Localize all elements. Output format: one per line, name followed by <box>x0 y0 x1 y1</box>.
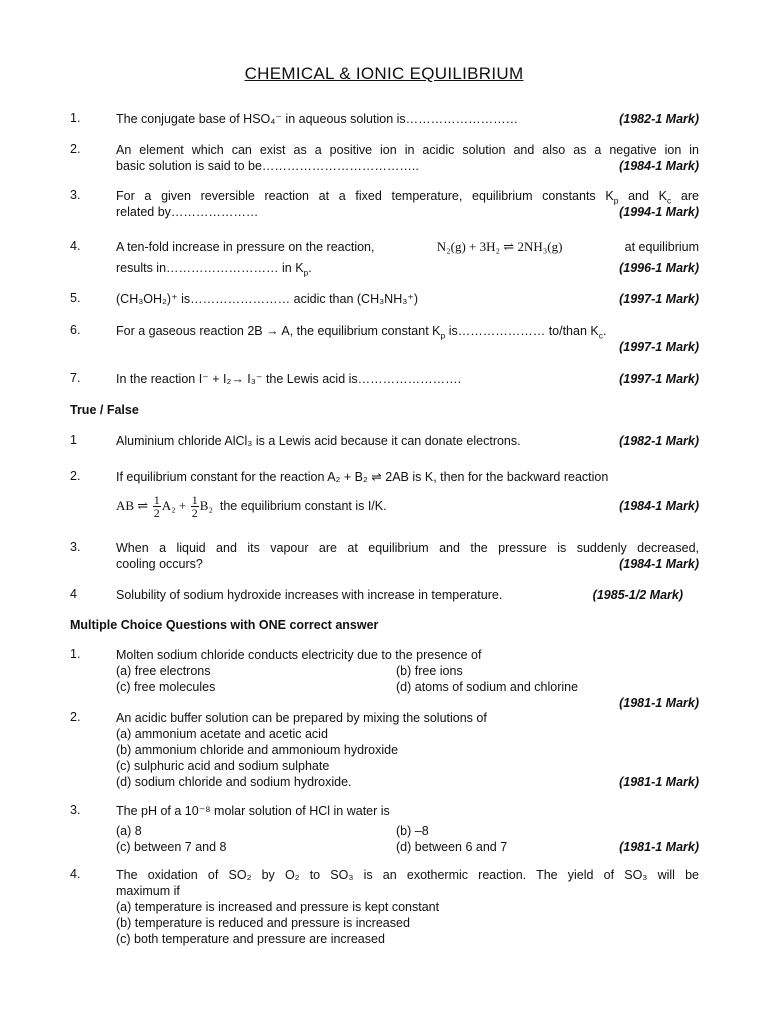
year-mark: (1996-1 Mark) <box>619 261 699 275</box>
question-text: cooling occurs? <box>116 557 203 571</box>
question-number: 4. <box>70 239 81 253</box>
question-number: 1 <box>70 433 77 447</box>
option: (c) sulphuric acid and sodium sulphate <box>116 759 330 773</box>
question-text: When a liquid and its vapour are at equilibrium and the pressure is suddenly decreased, <box>116 541 699 555</box>
question-number: 1. <box>70 647 81 661</box>
option: (c) between 7 and 8 <box>116 840 227 854</box>
option: (d) sodium chloride and sodium hydroxide. <box>116 775 352 789</box>
option-row <box>116 679 699 695</box>
question-number: 5. <box>70 291 81 305</box>
reaction-equation: N₂(g) + 3H₂ ⇌ 2NH₃(g) <box>436 239 563 254</box>
option: (b) free ions <box>396 664 463 678</box>
page-title: CHEMICAL & IONIC EQUILIBRIUM <box>244 64 524 83</box>
year-mark: (1985-1/2 Mark) <box>592 588 683 602</box>
question-text: results in……………………… in $K_p$. <box>116 261 312 278</box>
question-text: maximum if <box>116 884 180 898</box>
option: (c) free molecules <box>116 680 216 694</box>
question-text: Molten sodium chloride conducts electricity due to the presence of <box>116 648 482 662</box>
question-text: The oxidation of SO₂ by O₂ to SO₃ is an exothermic reaction. The yield of SO₃ will be <box>116 868 699 882</box>
option: (a) free electrons <box>116 664 211 678</box>
year-mark: (1984-1 Mark) <box>619 159 699 173</box>
year-mark: (1997-1 Mark) <box>619 292 699 306</box>
question-text: For a given reversible reaction at a fixed temperature, equilibrium constants $K_p$ and $K_c$ are <box>116 189 699 206</box>
question-number: 2. <box>70 142 81 156</box>
question-text: If equilibrium constant for the reaction A₂ + B₂ ⇌ 2AB is K, then for the backward reaction <box>116 470 609 484</box>
option: (b) ammonium chloride and ammonioum hydroxide <box>116 743 399 757</box>
question-text: In the reaction I⁻ + I₂→ I₃⁻ the Lewis acid is……………………. <box>116 372 462 386</box>
option: (c) both temperature and pressure are increased <box>116 932 385 946</box>
question-number: 3. <box>70 540 81 554</box>
section-heading-true-false: True / False <box>70 403 139 417</box>
question-text: Aluminium chloride AlCl₃ is a Lewis acid because it can donate electrons. <box>116 434 521 448</box>
question-text: A ten-fold increase in pressure on the reaction, N₂(g) + 3H₂ ⇌ 2NH₃(g) at equilibrium <box>116 239 699 254</box>
option-row <box>116 839 699 855</box>
question-number: 1. <box>70 111 81 125</box>
year-mark: (1994-1 Mark) <box>619 205 699 219</box>
year-mark: (1981-1 Mark) <box>619 840 699 854</box>
year-mark: (1982-1 Mark) <box>619 434 699 448</box>
option: (a) temperature is increased and pressure is kept constant <box>116 900 440 914</box>
question-number: 4. <box>70 867 81 881</box>
question-text: The conjugate base of HSO₄⁻ in aqueous solution is……………………… <box>116 112 519 126</box>
year-mark: (1981-1 Mark) <box>619 696 699 710</box>
option: (d) atoms of sodium and chlorine <box>396 680 579 694</box>
question-number: 4 <box>70 587 77 601</box>
question-text: Solubility of sodium hydroxide increases with increase in temperature. <box>116 588 503 602</box>
question-number: 3. <box>70 803 81 817</box>
year-mark: (1984-1 Mark) <box>619 499 699 513</box>
question-text: related by………………… <box>116 205 259 219</box>
question-number: 2. <box>70 710 81 724</box>
option: (a) 8 <box>116 824 142 838</box>
year-mark: (1982-1 Mark) <box>619 112 699 126</box>
question-text: The pH of a 10⁻⁸ molar solution of HCl in water is <box>116 804 390 818</box>
question-text: basic solution is said to be……………………………….. <box>116 159 419 173</box>
question-text: An element which can exist as a positive ion in acidic solution and also as a negative ion in <box>116 143 699 157</box>
option-row <box>116 823 699 839</box>
question-text: An acidic buffer solution can be prepared by mixing the solutions of <box>116 711 487 725</box>
year-mark: (1997-1 Mark) <box>619 340 699 354</box>
option: (a) ammonium acetate and acetic acid <box>116 727 328 741</box>
section-heading-mcq: Multiple Choice Questions with ONE correct answer <box>70 618 379 632</box>
backward-reaction: AB ⇌ $\frac{1}{2}$ A₂ + $\frac{1}{2}$ B₂ the equilibrium constant is I/K. (1984-1 Mark) <box>116 493 699 521</box>
year-mark: (1984-1 Mark) <box>619 557 699 571</box>
question-number: 6. <box>70 323 81 337</box>
year-mark: (1981-1 Mark) <box>619 775 699 789</box>
question-text: (CH₃OH₂)⁺ is…………………… acidic than (CH₃NH₃⁺) <box>116 292 419 306</box>
option: (b) –8 <box>396 824 429 838</box>
question-number: 2. <box>70 469 81 483</box>
question-number: 7. <box>70 371 81 385</box>
question-number: 3. <box>70 188 81 202</box>
year-mark: (1997-1 Mark) <box>619 372 699 386</box>
option: (d) between 6 and 7 <box>396 840 508 854</box>
question-text: For a gaseous reaction 2B → A, the equilibrium constant $K_p$ is………………… to/than $K_c$. <box>116 324 607 341</box>
option: (b) temperature is reduced and pressure is increased <box>116 916 410 930</box>
option-row <box>116 663 699 679</box>
